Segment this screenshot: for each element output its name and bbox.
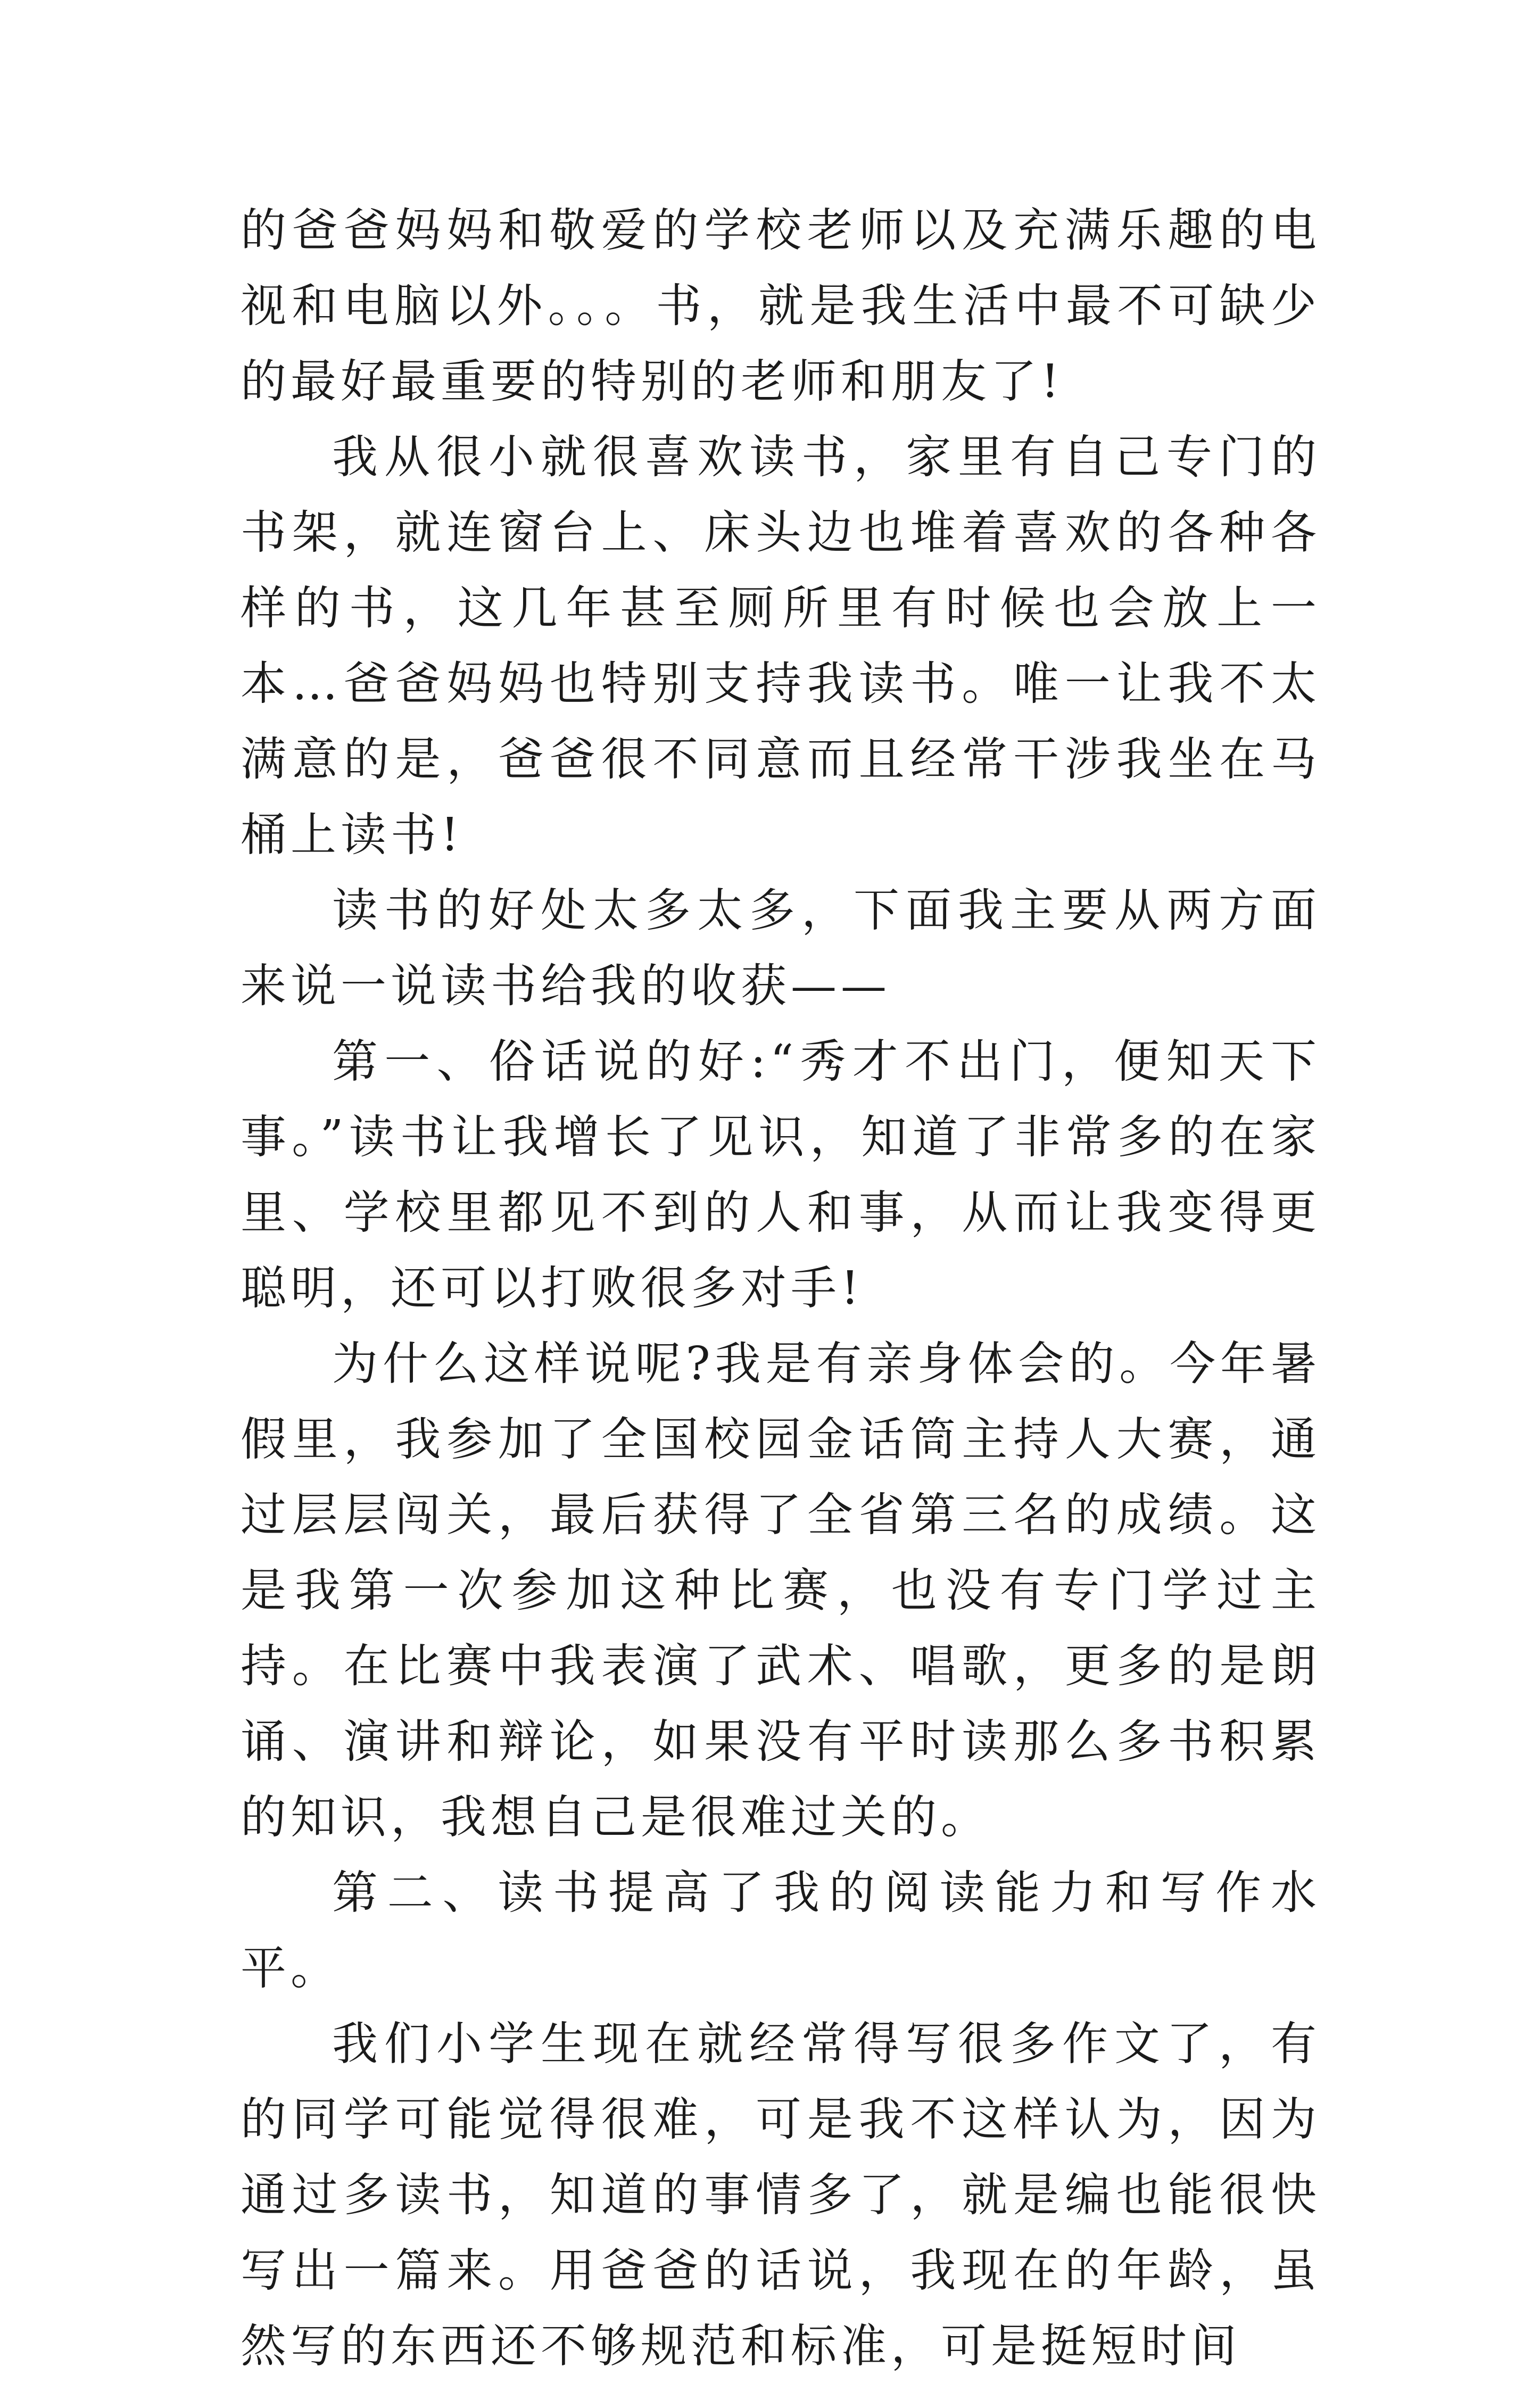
paragraph-7: 我们小学生现在就经常得写很多作文了，有的同学可能觉得很难，可是我不这样认为，因为通过多读书，知道的事情多了，就是编也能很快写出一篇来。用爸爸的话说，我现在的年龄，虽然写的东西还不够规范和标准，可是挺短时间 [241, 2017, 1321, 2373]
paragraph-5: 为什么这样说呢?我是有亲身体会的。今年暑假里，我参加了全国校园金话筒主持人大赛，通过层层闯关，最后获得了全省第三名的成绩。这是我第一次参加这种比赛，也没有专门学过主持。在比赛中我表演了武术、唱歌，更多的是朗诵、演讲和辩论，如果没有平时读那么多书积累的知识，我想自己是很难过关的。 [241, 1337, 1321, 1844]
paragraph-2: 我从很小就很喜欢读书，家里有自己专门的书架，就连窗台上、床头边也堆着喜欢的各种各样的书，这几年甚至厕所里有时候也会放上一本…爸爸妈妈也特别支持我读书。唯一让我不太满意的是，爸爸很不同意而且经常干涉我坐在马桶上读书! [241, 431, 1321, 862]
document-body [241, 193, 1321, 2384]
paragraph-6: 第二、读书提高了我的阅读能力和写作水平。 [241, 1866, 1321, 1995]
paragraph-3: 读书的好处太多太多，下面我主要从两方面来说一说读书给我的收获—— [241, 884, 1321, 1013]
paragraph-4: 第一、俗话说的好:“秀才不出门，便知天下事。”读书让我增长了见识，知道了非常多的在家里、学校里都见不到的人和事，从而让我变得更聪明，还可以打败很多对手! [241, 1035, 1321, 1315]
paragraph-1: 的爸爸妈妈和敬爱的学校老师以及充满乐趣的电视和电脑以外。。。书，就是我生活中最不可缺少的最好最重要的特别的老师和朋友了! [241, 204, 1321, 408]
